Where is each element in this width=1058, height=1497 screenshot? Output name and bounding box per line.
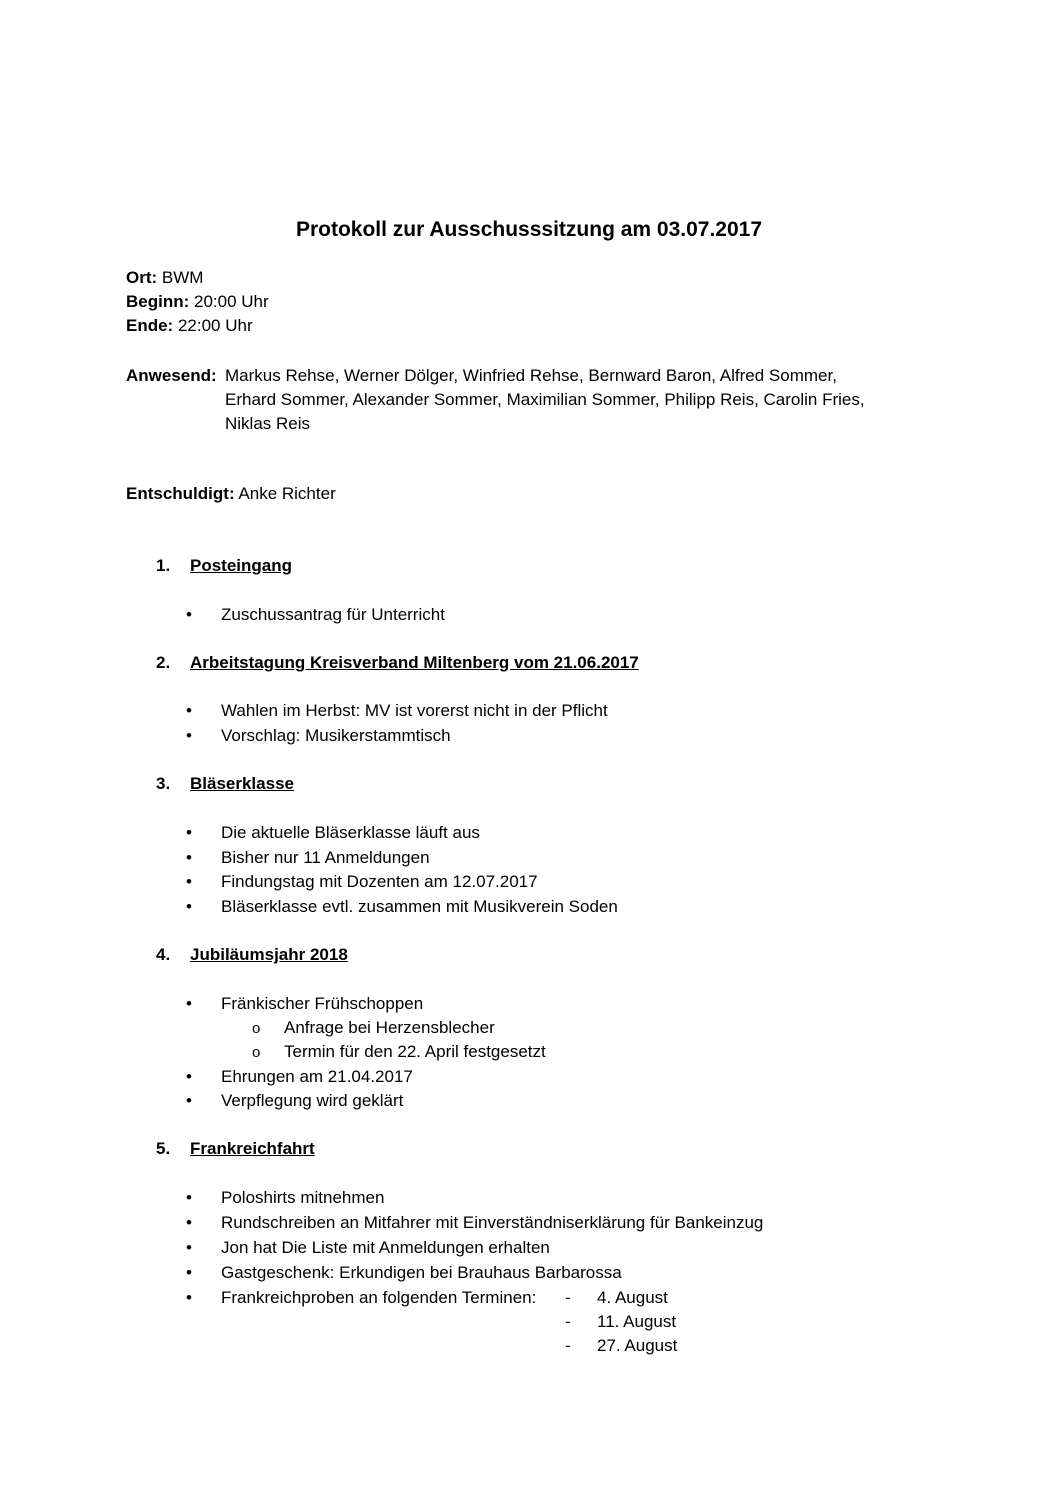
- bullet-icon: •: [186, 872, 192, 891]
- list-item: • Gastgeschenk: Erkundigen bei Brauhaus Barbarossa: [186, 1261, 622, 1285]
- bullet-icon: •: [186, 897, 192, 916]
- bullet-icon: •: [186, 726, 192, 745]
- bullet-icon: •: [186, 823, 192, 842]
- bullet-icon: •: [186, 994, 192, 1013]
- list-item: • Bisher nur 11 Anmeldungen: [186, 846, 430, 870]
- bullet-icon: •: [186, 1188, 192, 1207]
- section-heading: 5. Frankreichfahrt: [156, 1139, 315, 1158]
- bullet-icon: •: [186, 848, 192, 867]
- circle-bullet-icon: o: [252, 1044, 261, 1061]
- bullet-icon: •: [186, 1288, 192, 1307]
- date-item: - 27. August: [565, 1334, 677, 1358]
- list-item: • Frankreichproben an folgenden Terminen:: [186, 1286, 536, 1310]
- bullet-icon: •: [186, 701, 192, 720]
- meta-beginn: Beginn: 20:00 Uhr: [126, 292, 269, 311]
- list-item: • Verpflegung wird geklärt: [186, 1089, 403, 1113]
- dash-bullet-icon: -: [565, 1336, 571, 1355]
- list-item: • Poloshirts mitnehmen: [186, 1186, 384, 1210]
- meeting-meta: [126, 266, 269, 338]
- sub-list-item: o Termin für den 22. April festgesetzt: [252, 1040, 546, 1065]
- date-item: - 4. August: [565, 1286, 668, 1310]
- bullet-icon: •: [186, 1067, 192, 1086]
- dash-bullet-icon: -: [565, 1288, 571, 1307]
- list-item: • Vorschlag: Musikerstammtisch: [186, 724, 451, 748]
- bullet-icon: •: [186, 1238, 192, 1257]
- list-item: • Fränkischer Frühschoppen: [186, 992, 423, 1016]
- bullet-icon: •: [186, 1091, 192, 1110]
- attendance-line: Markus Rehse, Werner Dölger, Winfried Rehse, Bernward Baron, Alfred Sommer,: [225, 366, 837, 385]
- list-item: • Bläserklasse evtl. zusammen mit Musikverein Soden: [186, 895, 618, 919]
- sub-list-item: o Anfrage bei Herzensblecher: [252, 1016, 495, 1041]
- section-heading: 3. Bläserklasse: [156, 774, 294, 793]
- bullet-icon: •: [186, 605, 192, 624]
- attendance-label: Anwesend:: [126, 366, 217, 385]
- circle-bullet-icon: o: [252, 1020, 261, 1037]
- attendance-line: Niklas Reis: [225, 414, 311, 433]
- bullet-icon: •: [186, 1213, 192, 1232]
- bullet-icon: •: [186, 1263, 192, 1282]
- list-item: • Ehrungen am 21.04.2017: [186, 1065, 413, 1089]
- dash-bullet-icon: -: [565, 1312, 571, 1331]
- section-heading: 1. Posteingang: [156, 556, 293, 575]
- list-item: • Findungstag mit Dozenten am 12.07.2017: [186, 870, 538, 894]
- list-item: • Zuschussantrag für Unterricht: [186, 603, 445, 627]
- attendance-names: [225, 364, 915, 436]
- meta-ort: Ort: BWM: [126, 268, 204, 287]
- meta-ende: Ende: 22:00 Uhr: [126, 316, 253, 335]
- attendance-line: Erhard Sommer, Alexander Sommer, Maximilian Sommer, Philipp Reis, Carolin Fries,: [225, 390, 865, 409]
- list-item: • Jon hat Die Liste mit Anmeldungen erhalten: [186, 1236, 550, 1260]
- list-item: • Rundschreiben an Mitfahrer mit Einverständniserklärung für Bankeinzug: [186, 1211, 763, 1235]
- section-heading: 2. Arbeitstagung Kreisverband Miltenberg vom 21.06.2017: [156, 653, 639, 672]
- list-item: • Wahlen im Herbst: MV ist vorerst nicht in der Pflicht: [186, 699, 608, 723]
- date-item: - 11. August: [565, 1310, 676, 1334]
- section-heading: 4. Jubiläumsjahr 2018: [156, 945, 348, 964]
- document-title: Protokoll zur Ausschusssitzung am 03.07.2017: [295, 218, 763, 241]
- excused-line: Entschuldigt: Anke Richter: [126, 484, 336, 503]
- list-item: • Die aktuelle Bläserklasse läuft aus: [186, 821, 480, 845]
